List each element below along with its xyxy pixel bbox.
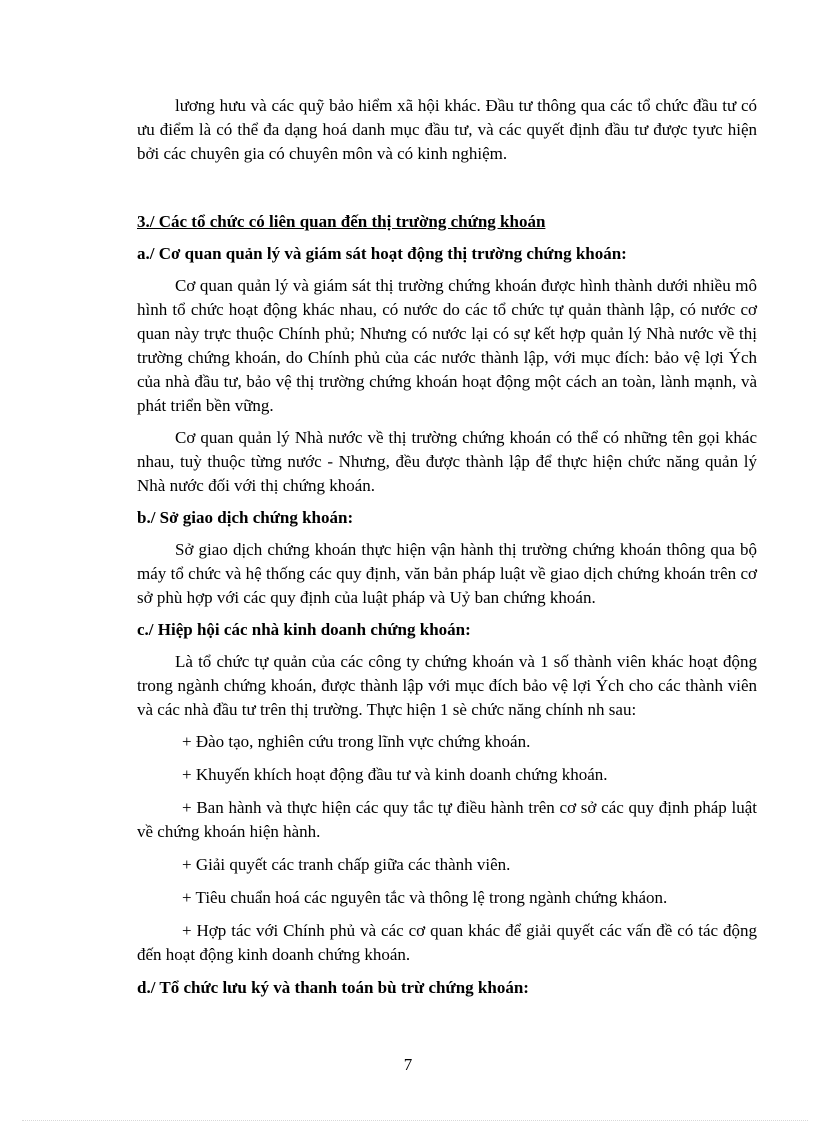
- section-heading: 3./ Các tổ chức có liên quan đến thị trường chứng khoán: [137, 212, 546, 231]
- paragraph-continuation: lương hưu và các quỹ bảo hiểm xã hội khác. Đầu tư thông qua các tổ chức đầu tư có ưu điểm là có thể đa dạng hoá danh mục đầu tư, và các quyết định đầu tư được tyưc hiện bởi các chuyên gia có chuyên môn và có kinh nghiệm.: [137, 96, 757, 163]
- subheading-c: c./ Hiệp hội các nhà kinh doanh chứng khoán:: [137, 620, 471, 639]
- list-item: + Tiêu chuẩn hoá các nguyên tắc và thông lệ trong ngành chứng kháon.: [182, 888, 668, 907]
- page-number: 7: [403, 1055, 413, 1074]
- bullet-list: [137, 730, 757, 967]
- list-item: + Giải quyết các tranh chấp giữa các thành viên.: [182, 855, 511, 874]
- list-item: + Đào tạo, nghiên cứu trong lĩnh vực chứng khoán.: [182, 732, 531, 751]
- paragraph-a1: Cơ quan quản lý và giám sát thị trường chứng khoán được hình thành dưới nhiều mô hình tổ chức hoạt động khác nhau, có nước do các tổ chức tự quản thành lập, có nước cơ quan này trực thuộc Chính phủ; Nhưng có nước lại có sự kết hợp quản lý Nhà nước về thị trường chứng khoán, do Chính phủ của các nước thành lập, với mục đích: bảo vệ lợi Ých của nhà đầu tư, bảo vệ thị trường chứng khoán hoạt động một cách an toàn, lành mạnh, và phát triển bền vững.: [137, 276, 757, 415]
- paragraph-c: Là tổ chức tự quản của các công ty chứng khoán và 1 số thành viên khác hoạt động trong ngành chứng khoán, được thành lập với mục đích bảo vệ lợi Ých cho các thành viên và các nhà đầu tư trên thị trường. Thực hiện 1 sè chức năng chính nh sau:: [137, 652, 757, 719]
- document-body: [137, 94, 757, 1008]
- subheading-d: d./ Tổ chức lưu ký và thanh toán bù trừ chứng khoán:: [137, 978, 529, 997]
- list-item: + Ban hành và thực hiện các quy tắc tự điều hành trên cơ sở các quy định pháp luật về chứng khoán hiện hành.: [137, 798, 757, 841]
- subheading-a: a./ Cơ quan quản lý và giám sát hoạt động thị trường chứng khoán:: [137, 244, 627, 263]
- list-item: + Khuyến khích hoạt động đầu tư và kinh doanh chứng khoán.: [182, 765, 608, 784]
- subheading-b: b./ Sở giao dịch chứng khoán:: [137, 508, 354, 527]
- list-item: + Hợp tác với Chính phủ và các cơ quan khác để giải quyết các vấn đề có tác động đến hoạt động kinh doanh chứng khoán.: [137, 921, 757, 964]
- page-bottom-divider: [22, 1120, 808, 1121]
- paragraph-a2: Cơ quan quản lý Nhà nước về thị trường chứng khoán có thể có những tên gọi khác nhau, tuỳ thuộc từng nước - Nhưng, đều được thành lập để thực hiện chức năng quản lý Nhà nước đối với thị chứng khoán.: [137, 428, 757, 495]
- paragraph-b: Sở giao dịch chứng khoán thực hiện vận hành thị trường chứng khoán thông qua bộ máy tổ chức và hệ thống các quy định, văn bản pháp luật về giao dịch chứng khoán trên cơ sở phù hợp với các quy định của luật pháp và Uỷ ban chứng khoán.: [137, 540, 757, 607]
